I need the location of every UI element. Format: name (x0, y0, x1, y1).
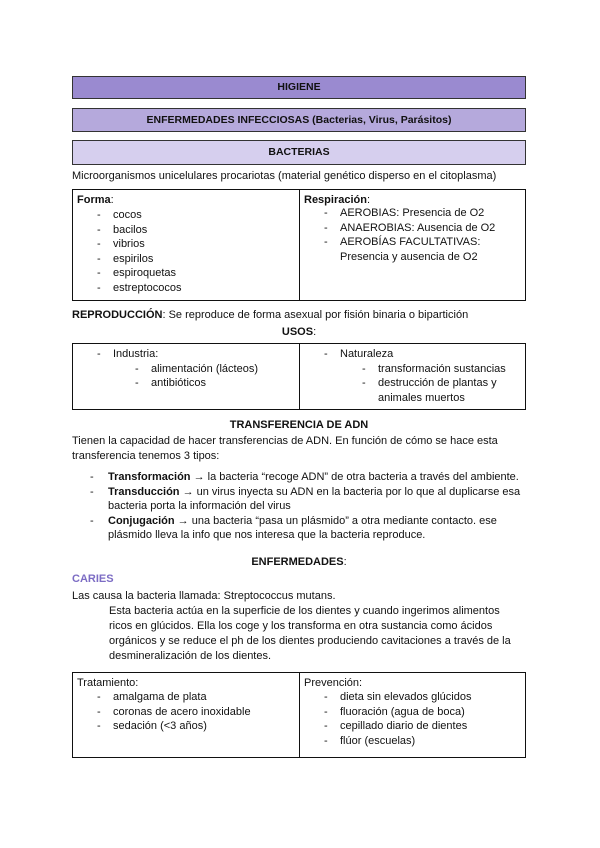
list-item: - AEROBIAS: Presencia de O2 (304, 206, 524, 221)
list-item: - transformación sustancias (304, 362, 526, 377)
list-item: - Transformación → la bacteria “recoge ADN” de otra bacteria a través del ambiente. (72, 470, 532, 485)
list-item: - AEROBÍAS FACULTATIVAS: (304, 235, 524, 250)
reproduccion-line (72, 309, 532, 321)
prevencion-cell (304, 677, 524, 757)
prevencion-title: Prevención: (304, 677, 363, 689)
tratamiento-title: Tratamiento: (77, 677, 139, 689)
usos-table (72, 343, 526, 410)
transferencia-list (72, 470, 532, 543)
usos-industria-cell (77, 347, 297, 409)
forma-cell: Forma: - cocos - bacilos - vibrios - espirilos - espiroquetas - estreptococos (77, 194, 297, 300)
list-item: - flúor (escuelas) (304, 734, 524, 749)
list-item: - amalgama de plata (77, 690, 297, 705)
list-item: - dieta sin elevados glúcidos (304, 690, 524, 705)
list-item: - Transducción → un virus inyecta su ADN en la bacteria por lo que al duplicarse esa (72, 485, 532, 500)
caries-heading: CARIES (72, 573, 114, 585)
forma-respiracion-table (72, 189, 526, 301)
usos-right-sublist (304, 362, 526, 391)
reproduccion-label: REPRODUCCIÓN (72, 309, 163, 321)
prevencion-list (304, 690, 524, 748)
header-bacterias: BACTERIAS (72, 140, 526, 165)
usos-left-list (77, 347, 297, 362)
list-item: - estreptococos (77, 281, 297, 296)
usos-naturaleza-cell (304, 347, 526, 409)
list-item: - destrucción de plantas y (304, 376, 526, 391)
list-item: - bacilos (77, 223, 297, 238)
list-item: - espiroquetas (77, 266, 297, 281)
usos-right-list (304, 347, 526, 362)
transferencia-intro: Tienen la capacidad de hacer transferencias de ADN. En función de cómo se hace esta transferencia tenemos 3 tipos: (72, 435, 498, 462)
caries-description: Esta bacteria actúa en la superficie de los dientes y cuando ingerimos alimentos ricos en glúcidos. Ella los coge y los transforma en otra sustancia como ácidos orgánicos y se reduce el ph de los dientes produciendo cavitaciones a través de la desmineralización de los dientes. (109, 605, 511, 662)
forma-list (77, 208, 297, 296)
list-item-continuation: bacteria porta la información del virus (108, 500, 291, 513)
reproduccion-text: : Se reproduce de forma asexual por fisión binaria o bipartición (162, 309, 469, 321)
respiracion-list (304, 206, 524, 250)
tratamiento-list (77, 690, 297, 734)
transferencia-title: TRANSFERENCIA DE ADN (229, 419, 369, 431)
usos-title: USOS: (281, 326, 317, 338)
list-item-continuation: plásmido lleva la info que nos interesa que la bacteria reproduce. (108, 529, 426, 542)
list-item: - coronas de acero inoxidable (77, 705, 297, 720)
respiracion-cell: Respiración: - AEROBIAS: Presencia de O2 - ANAEROBIAS: Ausencia de O2 - AEROBÍAS FACULTATIVAS: Presencia y ausencia de O2 (304, 194, 524, 300)
tratamiento-prevencion-table (72, 672, 526, 758)
header-higiene: HIGIENE (72, 76, 526, 99)
list-item: - ANAEROBIAS: Ausencia de O2 (304, 221, 524, 236)
list-item: - Naturaleza (304, 347, 526, 362)
caries-causa: Las causa la bacteria llamada: Streptococcus mutans. (72, 590, 336, 602)
list-item: - cocos (77, 208, 297, 223)
list-item: - alimentación (lácteos) (77, 362, 297, 377)
usos-right-continuation: animales muertos (378, 391, 465, 404)
intro-text: Microorganismos unicelulares procariotas (material genético disperso en el citoplasma) (72, 170, 497, 182)
list-item: - fluoración (agua de boca) (304, 705, 524, 720)
list-item: - vibrios (77, 237, 297, 252)
respiracion-title: Respiración (304, 194, 367, 206)
list-item: - espirilos (77, 252, 297, 267)
forma-title: Forma (77, 194, 111, 206)
usos-left-sublist (77, 362, 297, 391)
list-item: - sedación (<3 años) (77, 719, 297, 734)
tratamiento-cell (77, 677, 297, 757)
list-item: - antibióticos (77, 376, 297, 391)
list-item: - Conjugación → una bacteria “pasa un plásmido” a otra mediante contacto. ese (72, 514, 532, 529)
respiracion-continuation: Presencia y ausencia de O2 (340, 250, 478, 263)
list-item: - cepillado diario de dientes (304, 719, 524, 734)
enfermedades-title: ENFERMEDADES: (251, 556, 347, 568)
header-enfermedades-infecciosas: ENFERMEDADES INFECCIOSAS (Bacterias, Virus, Parásitos) (72, 108, 526, 132)
list-item: - Industria: (77, 347, 297, 362)
